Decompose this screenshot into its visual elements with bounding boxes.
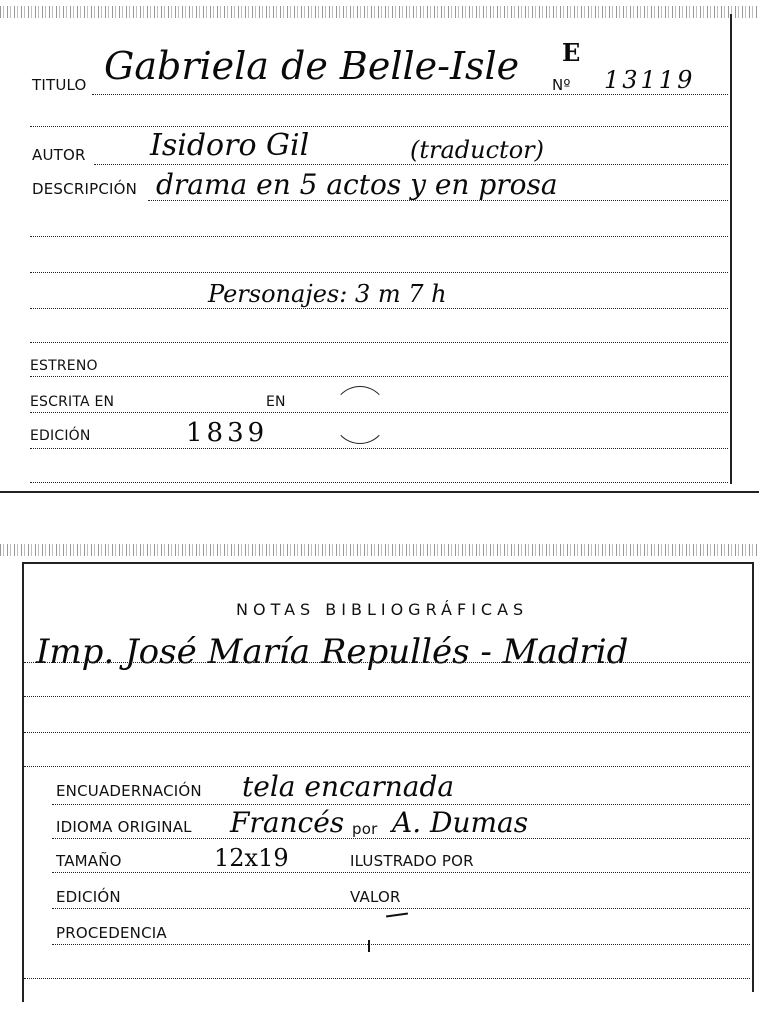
encuadernacion-label: ENCUADERNACIÓN [56, 782, 202, 800]
card-edge-texture [0, 6, 759, 18]
titulo-label: TITULO [32, 76, 87, 94]
tamano-line [52, 872, 750, 873]
tamano-value: 12x19 [214, 844, 289, 872]
idioma-value: Francés [230, 806, 345, 839]
encuadernacion-line [52, 804, 750, 805]
catalog-card-front [0, 0, 759, 490]
pen-stroke [386, 912, 408, 917]
card-bottom-border [0, 491, 759, 493]
por-label: por [352, 820, 378, 838]
notas-heading: NOTAS BIBLIOGRÁFICAS [236, 600, 529, 619]
edicion-line [52, 908, 750, 909]
tamano-label: TAMAÑO [56, 852, 122, 870]
card-right-border [730, 14, 732, 484]
autor-role: (traductor) [410, 136, 544, 164]
procedencia-line [52, 944, 750, 945]
blank-line [30, 482, 728, 483]
titulo-line [92, 94, 728, 95]
notas-line [24, 732, 750, 733]
edicion-value: 1839 [186, 418, 269, 448]
card-left-border [22, 562, 24, 1002]
edicion-label: EDICIÓN [30, 428, 91, 444]
notas-line-1: Imp. José María Repullés - Madrid [36, 632, 629, 672]
descripcion-value: drama en 5 actos y en prosa [156, 168, 558, 201]
notas-line [24, 696, 750, 697]
blank-line [24, 978, 750, 979]
card-edge-texture [0, 544, 759, 556]
edicion-line [30, 448, 728, 449]
encuadernacion-value: tela encarnada [242, 770, 455, 803]
autor-line [94, 164, 728, 165]
personajes-note: Personajes: 3 m 7 h [208, 280, 447, 308]
autor-label: AUTOR [32, 146, 86, 164]
card-right-border [752, 562, 754, 992]
notas-line [24, 766, 750, 767]
numero-label: Nº [552, 76, 571, 94]
edicion-label: EDICIÓN [56, 888, 121, 906]
numero-value: 13119 [604, 66, 696, 94]
blank-line [30, 126, 728, 127]
blank-line [30, 236, 728, 237]
por-value: A. Dumas [392, 806, 529, 839]
estreno-line [30, 376, 728, 377]
titulo-value: Gabriela de Belle-Isle [104, 44, 520, 88]
stamp-circle [332, 386, 388, 444]
catalog-card-back [0, 540, 759, 1028]
procedencia-label: PROCEDENCIA [56, 924, 167, 942]
blank-line [30, 342, 728, 343]
en-label: EN [266, 394, 286, 410]
pen-stroke [368, 940, 370, 952]
autor-value: Isidoro Gil [150, 128, 310, 163]
ilustrado-label: ILUSTRADO POR [350, 852, 474, 870]
blank-line [30, 308, 728, 309]
card-top-border [22, 562, 752, 564]
blank-line [30, 272, 728, 273]
valor-label: VALOR [350, 888, 401, 906]
handwritten-mark: E [562, 38, 581, 67]
descripcion-label: DESCRIPCIÓN [32, 180, 138, 198]
notas-line [24, 662, 750, 663]
escrita-en-label: ESCRITA EN [30, 394, 115, 410]
idioma-label: IDIOMA ORIGINAL [56, 818, 192, 836]
estreno-label: ESTRENO [30, 358, 98, 374]
idioma-line [52, 838, 750, 839]
